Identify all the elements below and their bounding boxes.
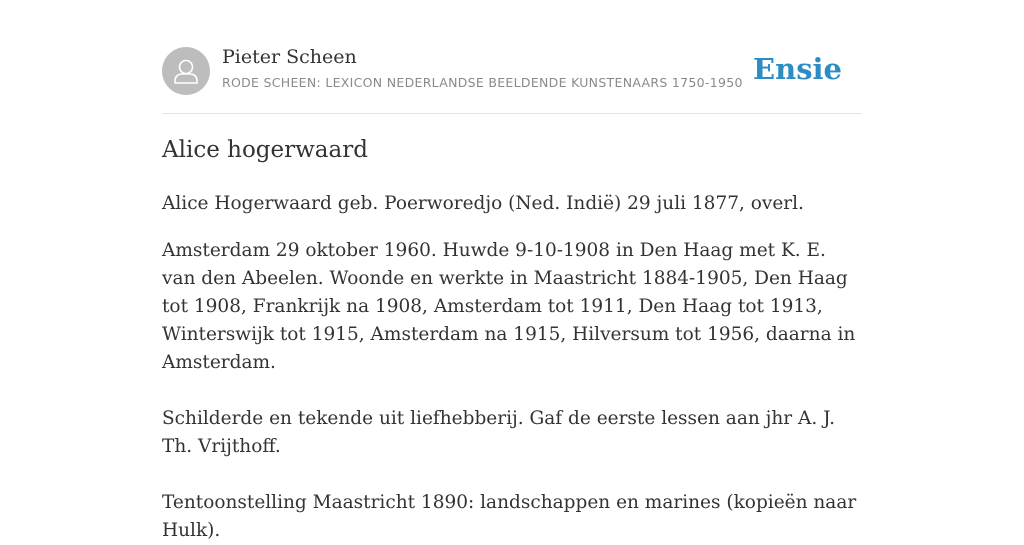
paragraph: Tentoonstelling Maastricht 1890: landschappen en marines (kopieën naar Hulk).: [162, 492, 857, 541]
paragraph-gap: [162, 461, 862, 489]
divider: [162, 113, 862, 114]
source-label[interactable]: RODE SCHEEN: LEXICON NEDERLANDSE BEELDENDE KUNSTENAARS 1750-1950: [222, 75, 743, 90]
article-title: Alice hogerwaard: [162, 137, 368, 163]
article-body: [162, 190, 862, 545]
paragraph-gap: [162, 377, 862, 405]
header: [162, 46, 862, 96]
paragraph: Alice Hogerwaard geb. Poerworedjo (Ned. Indië) 29 juli 1877, overl.: [162, 193, 804, 214]
paragraph: Schilderde en tekende uit liefhebberij. Gaf de eerste lessen aan jhr A. J. Th. Vrijthoff.: [162, 408, 836, 457]
author-name[interactable]: Pieter Scheen: [222, 46, 357, 68]
paragraph: Amsterdam 29 oktober 1960. Huwde 9-10-1908 in Den Haag met K. E. van den Abeelen. Woonde en werkte in Maastricht 1884-1905, Den Haag tot 1908, Frankrijk na 1908, Amsterdam tot 1911, Den Haag tot 1913, Winterswijk tot 1915, Amsterdam na 1915, Hilversum tot 1956, daarna in Amsterdam.: [162, 240, 856, 373]
ensie-logo[interactable]: Ensie: [753, 52, 842, 86]
user-icon[interactable]: [162, 47, 210, 95]
